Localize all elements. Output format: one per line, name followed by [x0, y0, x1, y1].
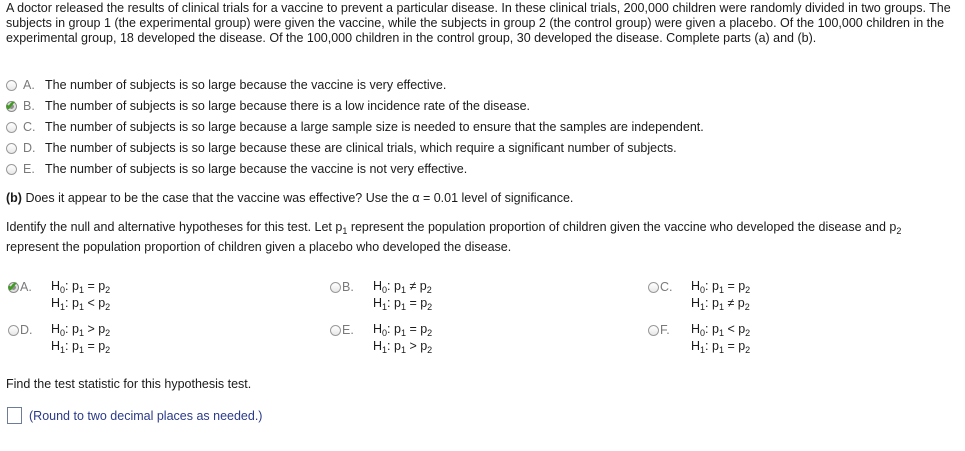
radio-hyp-c[interactable]: [648, 282, 659, 293]
option-a[interactable]: [6, 77, 446, 93]
null-hypothesis: $H_0$: $p_1 = p_2$: [51, 279, 111, 295]
option-e[interactable]: [6, 161, 467, 177]
null-hypothesis: $H_0$: $p_1 \ne p_2$: [373, 279, 432, 295]
identify-line-2: represent the population proportion of children given a placebo who developed the disease.: [6, 240, 512, 254]
option-text: The number of subjects is so large because the vaccine is very effective.: [45, 78, 447, 92]
alt-hypothesis: $H_1$: $p_1 < p_2$: [51, 296, 111, 312]
subscript: 2: [896, 226, 902, 236]
option-letter: A.: [20, 280, 32, 294]
part-b-label: (b): [6, 191, 22, 205]
test-statistic-prompt: Find the test statistic for this hypothesis test.: [6, 377, 252, 391]
null-hypothesis: $H_0$: $p_1 = p_2$: [691, 279, 751, 295]
alt-hypothesis: $H_1$: $p_1 \ne p_2$: [691, 296, 750, 312]
option-letter: D.: [23, 141, 36, 155]
radio-c[interactable]: [6, 122, 17, 133]
radio-hyp-d[interactable]: [8, 325, 19, 336]
option-text: The number of subjects is so large because the vaccine is not very effective.: [45, 162, 468, 176]
identify-line-1: [6, 220, 901, 236]
option-b[interactable]: [6, 98, 530, 114]
radio-a[interactable]: [6, 80, 17, 91]
option-letter: A.: [23, 78, 35, 92]
part-b-text: Does it appear to be the case that the vaccine was effective? Use the α = 0.01 level of significance.: [25, 191, 574, 205]
option-text: The number of subjects is so large because these are clinical trials, which require a significant number of subjects.: [45, 141, 677, 155]
round-hint: (Round to two decimal places as needed.): [29, 409, 263, 423]
null-hypothesis: $H_0$: $p_1 = p_2$: [373, 322, 433, 338]
alt-hypothesis: $H_1$: $p_1 = p_2$: [51, 339, 111, 355]
radio-hyp-f[interactable]: [648, 325, 659, 336]
alt-hypothesis: $H_1$: $p_1 > p_2$: [373, 339, 433, 355]
option-letter: D.: [20, 323, 33, 337]
checkmark-icon: ✔: [5, 97, 16, 113]
radio-e[interactable]: [6, 164, 17, 175]
option-text: The number of subjects is so large because there is a low incidence rate of the disease.: [45, 99, 530, 113]
identify-text: represent the population proportion of children given the vaccine who developed the disease and p: [347, 220, 897, 234]
checkmark-icon: ✔: [7, 279, 18, 294]
option-text: The number of subjects is so large because a large sample size is needed to ensure that the samples are independent.: [45, 120, 704, 134]
problem-intro: A doctor released the results of clinical trials for a vaccine to prevent a particular disease. In these clinical trials, 200,000 children were randomly divided in two groups. The subjects in group 1 (the experimental group) were given the vaccine, while the subjects in group 2 (the control group) were given a placebo. Of the 100,000 children in the experimental group, 18 developed the disease. Of the 100,000 children in the control group, 30 developed the disease. Complete parts (a) and (b).: [6, 1, 951, 45]
option-letter: F.: [660, 323, 670, 337]
subscript: 1: [342, 226, 348, 236]
test-statistic-input[interactable]: [7, 407, 22, 424]
radio-hyp-a[interactable]: [7, 279, 19, 294]
option-letter: E.: [342, 323, 354, 337]
null-hypothesis: $H_0$: $p_1 < p_2$: [691, 322, 751, 338]
alt-hypothesis: $H_1$: $p_1 = p_2$: [691, 339, 751, 355]
option-letter: B.: [23, 99, 35, 113]
part-b-question: [6, 191, 573, 205]
option-letter: B.: [342, 280, 354, 294]
radio-b[interactable]: [5, 97, 17, 113]
option-letter: C.: [660, 280, 673, 294]
identify-text: Identify the null and alternative hypotheses for this test. Let p: [6, 220, 343, 234]
radio-d[interactable]: [6, 143, 17, 154]
null-hypothesis: $H_0$: $p_1 > p_2$: [51, 322, 111, 338]
option-d[interactable]: [6, 140, 677, 156]
radio-hyp-b[interactable]: [330, 282, 341, 293]
option-c[interactable]: [6, 119, 704, 135]
option-letter: E.: [23, 162, 35, 176]
alt-hypothesis: $H_1$: $p_1 = p_2$: [373, 296, 433, 312]
radio-hyp-e[interactable]: [330, 325, 341, 336]
option-letter: C.: [23, 120, 36, 134]
